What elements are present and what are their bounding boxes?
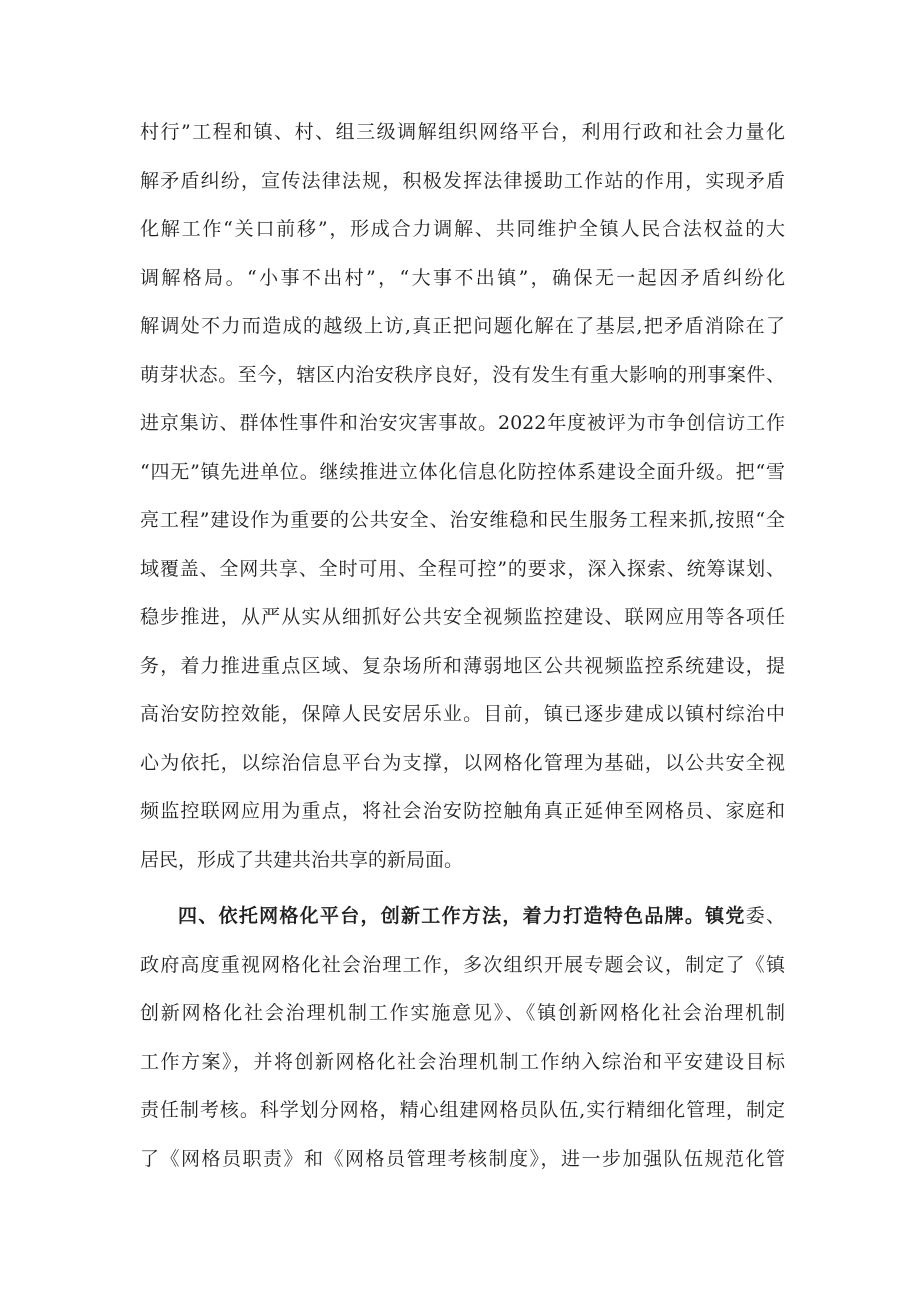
section-heading: 四、依托网格化平台，创新工作方法，着力打造特色品牌。镇党 xyxy=(178,905,746,927)
paragraph-line: 政府高度重视网格化社会治理工作，多次组织开展专题会议，制定了《镇 xyxy=(140,953,785,976)
paragraph-line: 调解格局。“小事不出村”，“大事不出镇”，确保无一起因矛盾纠纷化 xyxy=(140,266,785,289)
paragraph-line: 亮工程”建设作为重要的公共安全、治安维稳和民生服务工程来抓,按照“全 xyxy=(140,509,785,531)
paragraph-line: 频监控联网应用为重点，将社会治安防控触角真正延伸至网格员、家庭和 xyxy=(140,800,785,822)
paragraph-line: 了《网格员职责》和《网格员管理考核制度》，进一步加强队伍规范化管 xyxy=(140,1147,785,1170)
paragraph-line: 解矛盾纠纷，宣传法律法规，积极发挥法律援助工作站的作用，实现矛盾 xyxy=(140,169,785,192)
section-heading-tail: 委、 xyxy=(745,905,785,927)
paragraph-line: 工作方案》，并将创新网格化社会治理机制工作纳入综治和平安建设目标 xyxy=(140,1050,785,1073)
paragraph-line: “四无”镇先进单位。继续推进立体化信息化防控体系建设全面升级。把“雪 xyxy=(140,460,785,483)
paragraph-line: 萌芽状态。至今，辖区内治安秩序良好，没有发生有重大影响的刑事案件、 xyxy=(140,363,785,386)
document-body xyxy=(140,108,785,1183)
paragraph-line: 务，着力推进重点区域、复杂场所和薄弱地区公共视频监控系统建设，提 xyxy=(140,654,785,677)
paragraph-line: 居民，形成了共建共治共享的新局面。 xyxy=(140,848,464,871)
paragraph-gap xyxy=(140,884,785,892)
paragraph-line: 心为依托，以综治信息平台为支撑，以网格化管理为基础，以公共安全视 xyxy=(140,751,785,774)
paragraph-line: 高治安防控效能，保障人民安居乐业。目前，镇已逐步建成以镇村综治中 xyxy=(140,703,785,725)
paragraph-line: 解调处不力而造成的越级上访,真正把问题化解在了基层,把矛盾消除在了 xyxy=(140,315,785,337)
paragraph-line: 域覆盖、全网共享、全时可用、全程可控”的要求，深入探索、统筹谋划、 xyxy=(140,557,785,580)
paragraph-line: 责任制考核。科学划分网格，精心组建网格员队伍,实行精细化管理，制定 xyxy=(140,1099,785,1121)
paragraph-line: 化解工作“关口前移”，形成合力调解、共同维护全镇人民合法权益的大 xyxy=(140,218,785,240)
paragraph-line: 村行”工程和镇、村、组三级调解组织网络平台，利用行政和社会力量化 xyxy=(140,121,785,143)
paragraph-1 xyxy=(140,108,785,884)
paragraph-line: 进京集访、群体性事件和治安灾害事故。2022年度被评为市争创信访工作 xyxy=(140,412,785,434)
paragraph-line: 稳步推进，从严从实从细抓好公共安全视频监控建设、联网应用等各项任 xyxy=(140,606,785,628)
paragraph-line: 创新网格化社会治理机制工作实施意见》、《镇创新网格化社会治理机制 xyxy=(140,1002,785,1024)
paragraph-2 xyxy=(140,892,785,1183)
section-heading-line xyxy=(140,892,785,941)
